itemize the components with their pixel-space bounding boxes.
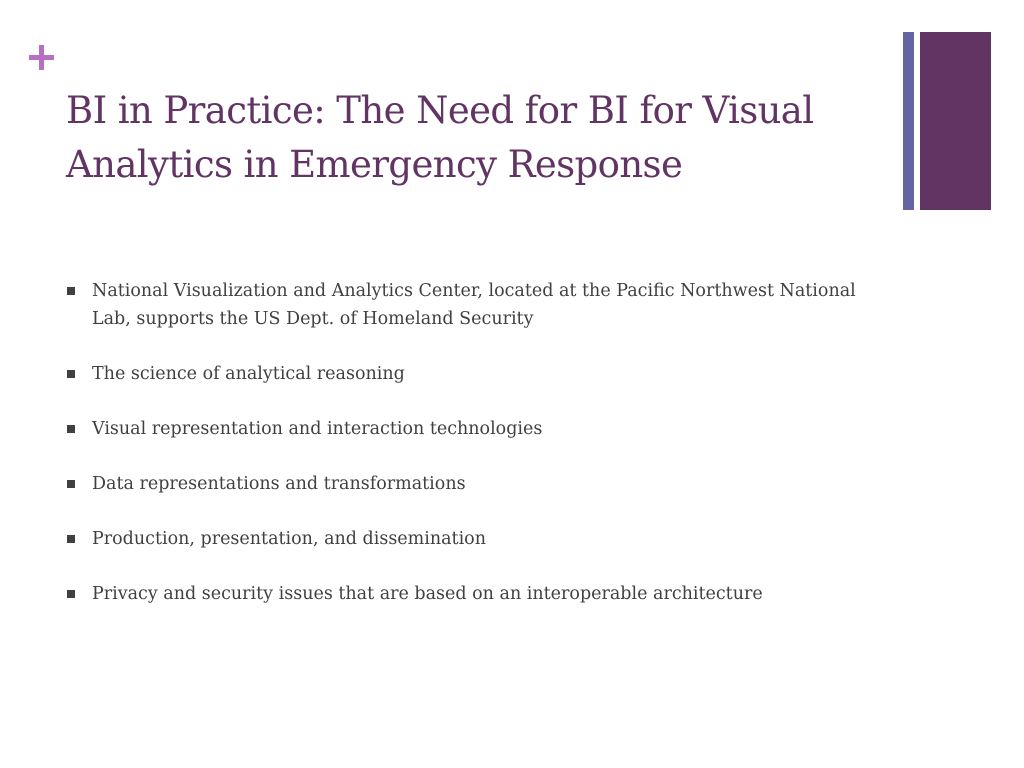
bullet-text: Privacy and security issues that are based on an interoperable architecture	[92, 584, 763, 604]
bullet-text: The science of analytical reasoning	[92, 364, 405, 384]
bullet-text: Data representations and transformations	[92, 474, 466, 494]
accent-bar-thin	[903, 32, 914, 210]
square-bullet-icon	[67, 590, 75, 598]
bullet-item	[67, 470, 887, 498]
bullet-item	[67, 277, 887, 333]
bullet-item	[67, 415, 887, 443]
accent-bar-thick	[920, 32, 991, 210]
bullet-text: Visual representation and interaction technologies	[92, 419, 543, 439]
square-bullet-icon	[67, 535, 75, 543]
plus-icon	[27, 44, 57, 74]
slide-title: BI in Practice: The Need for BI for Visual Analytics in Emergency Response	[66, 89, 814, 186]
square-bullet-icon	[67, 287, 75, 295]
square-bullet-icon	[67, 480, 75, 488]
bullet-list	[67, 277, 887, 635]
bullet-item	[67, 360, 887, 388]
square-bullet-icon	[67, 425, 75, 433]
bullet-text: National Visualization and Analytics Center, located at the Pacific Northwest National Lab, supports the US Dept. of Homeland Security	[92, 281, 856, 329]
plus-icon-vertical-bar	[39, 45, 44, 70]
square-bullet-icon	[67, 370, 75, 378]
bullet-item	[67, 580, 887, 608]
bullet-text: Production, presentation, and dissemination	[92, 529, 486, 549]
bullet-item	[67, 525, 887, 553]
